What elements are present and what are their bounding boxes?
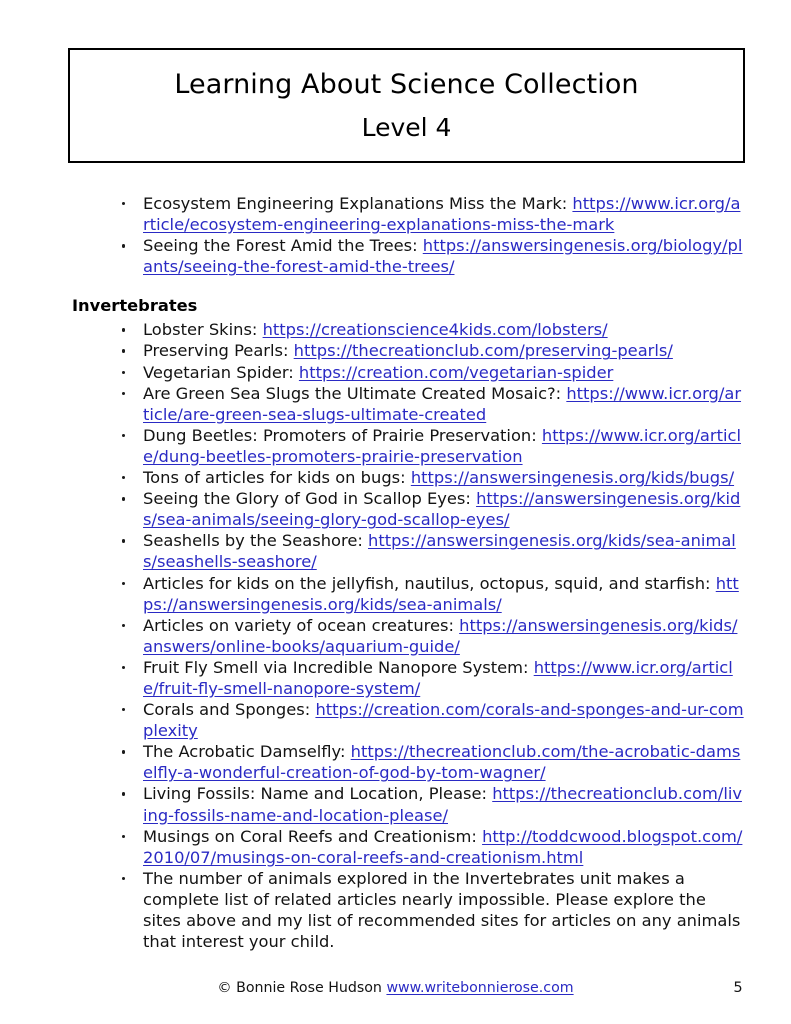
invertebrates-bullet-label: Seeing the Glory of God in Scallop Eyes:	[143, 489, 477, 509]
invertebrates-bullet-link[interactable]: https://answersingenesis.org/kids/sea-animals/	[143, 573, 739, 614]
invertebrates-bullet-link[interactable]: https://answersingenesis.org/kids/sea-animals/seeing-glory-god-scallop-eyes/	[143, 489, 741, 530]
invertebrates-bullet-link[interactable]: https://www.icr.org/article/fruit-fly-smell-nanopore-system/	[143, 657, 733, 698]
invertebrates-bullet-item	[0, 383, 791, 425]
footer-copyright-text: © Bonnie Rose Hudson	[217, 980, 387, 996]
invertebrates-bullet-label: Lobster Skins:	[143, 320, 263, 340]
invertebrates-bullet-item	[0, 319, 791, 340]
invertebrates-bullet-item	[0, 340, 791, 361]
document-body	[0, 193, 791, 952]
invertebrates-bullet-link[interactable]: https://creation.com/vegetarian-spider	[298, 362, 614, 382]
invertebrates-bullet-label: Vegetarian Spider:	[143, 362, 299, 382]
invertebrates-bullet-label: Musings on Coral Reefs and Creationism:	[143, 826, 483, 846]
invertebrates-bullet-item	[0, 868, 791, 952]
invertebrates-bullet-item	[0, 530, 791, 572]
invertebrates-bullet-item	[0, 573, 791, 615]
invertebrates-bullet-link[interactable]: https://creation.com/corals-and-sponges-and-ur-complexity	[143, 700, 744, 741]
invertebrates-bullet-item	[0, 362, 791, 383]
invertebrates-bullet-item	[0, 699, 791, 741]
invertebrates-bullet-link[interactable]: https://www.icr.org/article/are-green-sea-slugs-ultimate-created	[143, 383, 742, 424]
invertebrates-bullet-item	[0, 615, 791, 657]
page-title: Learning About Science Collection	[174, 69, 639, 101]
invertebrates-bullet-link[interactable]: https://answersingenesis.org/kids/answers/online-books/aquarium-guide/	[143, 615, 738, 656]
intro-bullet-label: Ecosystem Engineering Explanations Miss the Mark:	[143, 194, 573, 213]
invertebrates-bullet-link[interactable]: https://www.icr.org/article/dung-beetles-promoters-prairie-preservation	[143, 425, 741, 466]
invertebrates-bullet-item	[0, 467, 791, 488]
invertebrates-bullet-item	[0, 425, 791, 467]
page-number: 5	[733, 979, 743, 996]
invertebrates-bullet-list	[0, 319, 791, 952]
invertebrates-bullet-link[interactable]: https://creationscience4kids.com/lobsters/	[262, 320, 608, 340]
invertebrates-bullet-item	[0, 488, 791, 530]
invertebrates-bullet-label: Tons of articles for kids on bugs:	[143, 468, 411, 488]
title-box	[68, 48, 745, 163]
invertebrates-bullet-item	[0, 741, 791, 783]
intro-bullet-link[interactable]: https://www.icr.org/article/ecosystem-engineering-explanations-miss-the-mark	[143, 194, 741, 235]
invertebrates-bullet-label: Preserving Pearls:	[143, 341, 294, 361]
page-subtitle: Level 4	[361, 112, 452, 142]
invertebrates-bullet-link[interactable]: https://thecreationclub.com/the-acrobatic-damselfly-a-wonderful-creation-of-god-by-tom-wagner/	[143, 742, 741, 783]
section-heading-invertebrates: Invertebrates	[72, 296, 198, 316]
invertebrates-bullet-label: Are Green Sea Slugs the Ultimate Created Mosaic?:	[143, 383, 567, 403]
intro-bullet-label: Seeing the Forest Amid the Trees:	[143, 236, 423, 256]
invertebrates-bullet-item	[0, 657, 791, 699]
invertebrates-bullet-item	[0, 783, 791, 825]
invertebrates-bullet-link[interactable]: http://toddcwood.blogspot.com/2010/07/musings-on-coral-reefs-and-creationism.html	[143, 826, 743, 867]
invertebrates-bullet-label: Dung Beetles: Promoters of Prairie Preservation:	[143, 425, 542, 445]
invertebrates-bullet-label: The number of animals explored in the Invertebrates unit makes a complete list of related articles nearly impossible. Please explore the sites above and my list of recommended sites for articles on any animals that interest your child.	[143, 868, 741, 952]
intro-bullet-link[interactable]: https://answersingenesis.org/biology/plants/seeing-the-forest-amid-the-trees/	[143, 236, 743, 277]
invertebrates-bullet-item	[0, 826, 791, 868]
intro-bullet-list	[0, 193, 791, 277]
intro-bullet-item	[0, 193, 791, 235]
invertebrates-bullet-label: Articles for kids on the jellyfish, nautilus, octopus, squid, and starfish:	[143, 573, 716, 593]
page-footer	[0, 978, 791, 1002]
invertebrates-bullet-link[interactable]: https://answersingenesis.org/kids/bugs/	[410, 468, 735, 488]
invertebrates-bullet-label: Fruit Fly Smell via Incredible Nanopore System:	[143, 657, 534, 677]
invertebrates-bullet-link[interactable]: https://answersingenesis.org/kids/sea-animals/seashells-seashore/	[143, 531, 736, 572]
footer-website-link[interactable]: www.writebonnierose.com	[386, 980, 574, 996]
invertebrates-bullet-link[interactable]: https://thecreationclub.com/living-fossils-name-and-location-please/	[143, 784, 743, 825]
footer-credit	[0, 978, 791, 998]
invertebrates-bullet-label: Articles on variety of ocean creatures:	[143, 615, 460, 635]
invertebrates-bullet-label: Seashells by the Seashore:	[143, 531, 368, 551]
invertebrates-bullet-label: Living Fossils: Name and Location, Please:	[143, 784, 493, 804]
invertebrates-bullet-label: Corals and Sponges:	[143, 700, 316, 720]
invertebrates-bullet-label: The Acrobatic Damselfly:	[143, 742, 351, 762]
intro-bullet-item	[0, 235, 791, 277]
invertebrates-bullet-link[interactable]: https://thecreationclub.com/preserving-pearls/	[293, 341, 673, 361]
